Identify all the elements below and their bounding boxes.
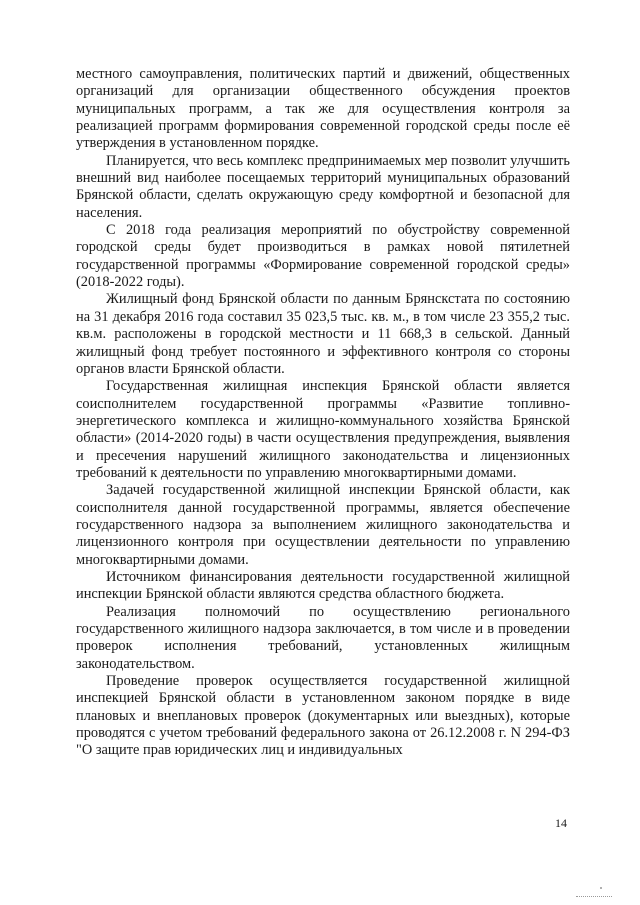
paragraph-8: Реализация полномочий по осуществлению регионального государственного жилищного надзора заключается, в том числе и в проведении проверок исполнения требований, установленных жилищным законодательством. bbox=[76, 603, 570, 672]
paragraph-4: Жилищный фонд Брянской области по данным Брянскстата по состоянию на 31 декабря 2016 года составил 35 023,5 тыс. кв. м., в том числе 23 355,2 тыс. кв.м. расположены в городской местности и 11 668,3 в сельской. Данный жилищный фонд требует постоянного и эффективного контроля со стороны органов власти Брянской области. bbox=[76, 291, 570, 377]
page-number: 14 bbox=[555, 816, 567, 830]
scan-artifact-dot bbox=[600, 887, 602, 889]
paragraph-9: Проведение проверок осуществляется государственной жилищной инспекцией Брянской области в установленном законом порядке в виде плановых и внеплановых проверок (документарных или выездных), которые проводятся с учетом требований федерального закона от 26.12.2008 г. N 294-ФЗ "О защите прав юридических лиц и индивидуальных bbox=[76, 673, 570, 759]
paragraph-7: Источником финансирования деятельности государственной жилищной инспекции Брянской области являются средства областного бюджета. bbox=[76, 568, 570, 603]
paragraph-2: Планируется, что весь комплекс предпринимаемых мер позволит улучшить внешний вид наиболее посещаемых территорий муниципальных образований Брянской области, сделать окружающую среду комфортной и безопасной для населения. bbox=[76, 152, 570, 221]
paragraph-6: Задачей государственной жилищной инспекции Брянской области, как соисполнителя данной государственной программы, является обеспечение государственного надзора за выполнением жилищного законодательства и лицензионного контроля при осуществлении деятельности по управлению многоквартирными домами. bbox=[76, 482, 570, 568]
scan-artifact-line bbox=[576, 896, 612, 899]
paragraph-5: Государственная жилищная инспекция Брянской области является соисполнителем государственной программы «Развитие топливно-энергетического комплекса и жилищно-коммунального хозяйства Брянской области» (2014-2020 годы) в части осуществления предупреждения, выявления и пресечения нарушений жилищного законодательства и лицензионных требований к деятельности по управлению многоквартирными домами. bbox=[76, 378, 570, 481]
paragraph-1: местного самоуправления, политических партий и движений, общественных организаций для организации общественного обсуждения проектов муниципальных программ, а так же для осуществления контроля за реализацией программ формирования современной городской среды после её утверждения в установленном порядке. bbox=[76, 66, 570, 152]
paragraph-3: С 2018 года реализация мероприятий по обустройству современной городской среды будет производиться в рамках новой пятилетней государственной программы «Формирование современной городской среды» (2018-2022 годы). bbox=[76, 222, 570, 291]
body-text bbox=[76, 66, 570, 760]
